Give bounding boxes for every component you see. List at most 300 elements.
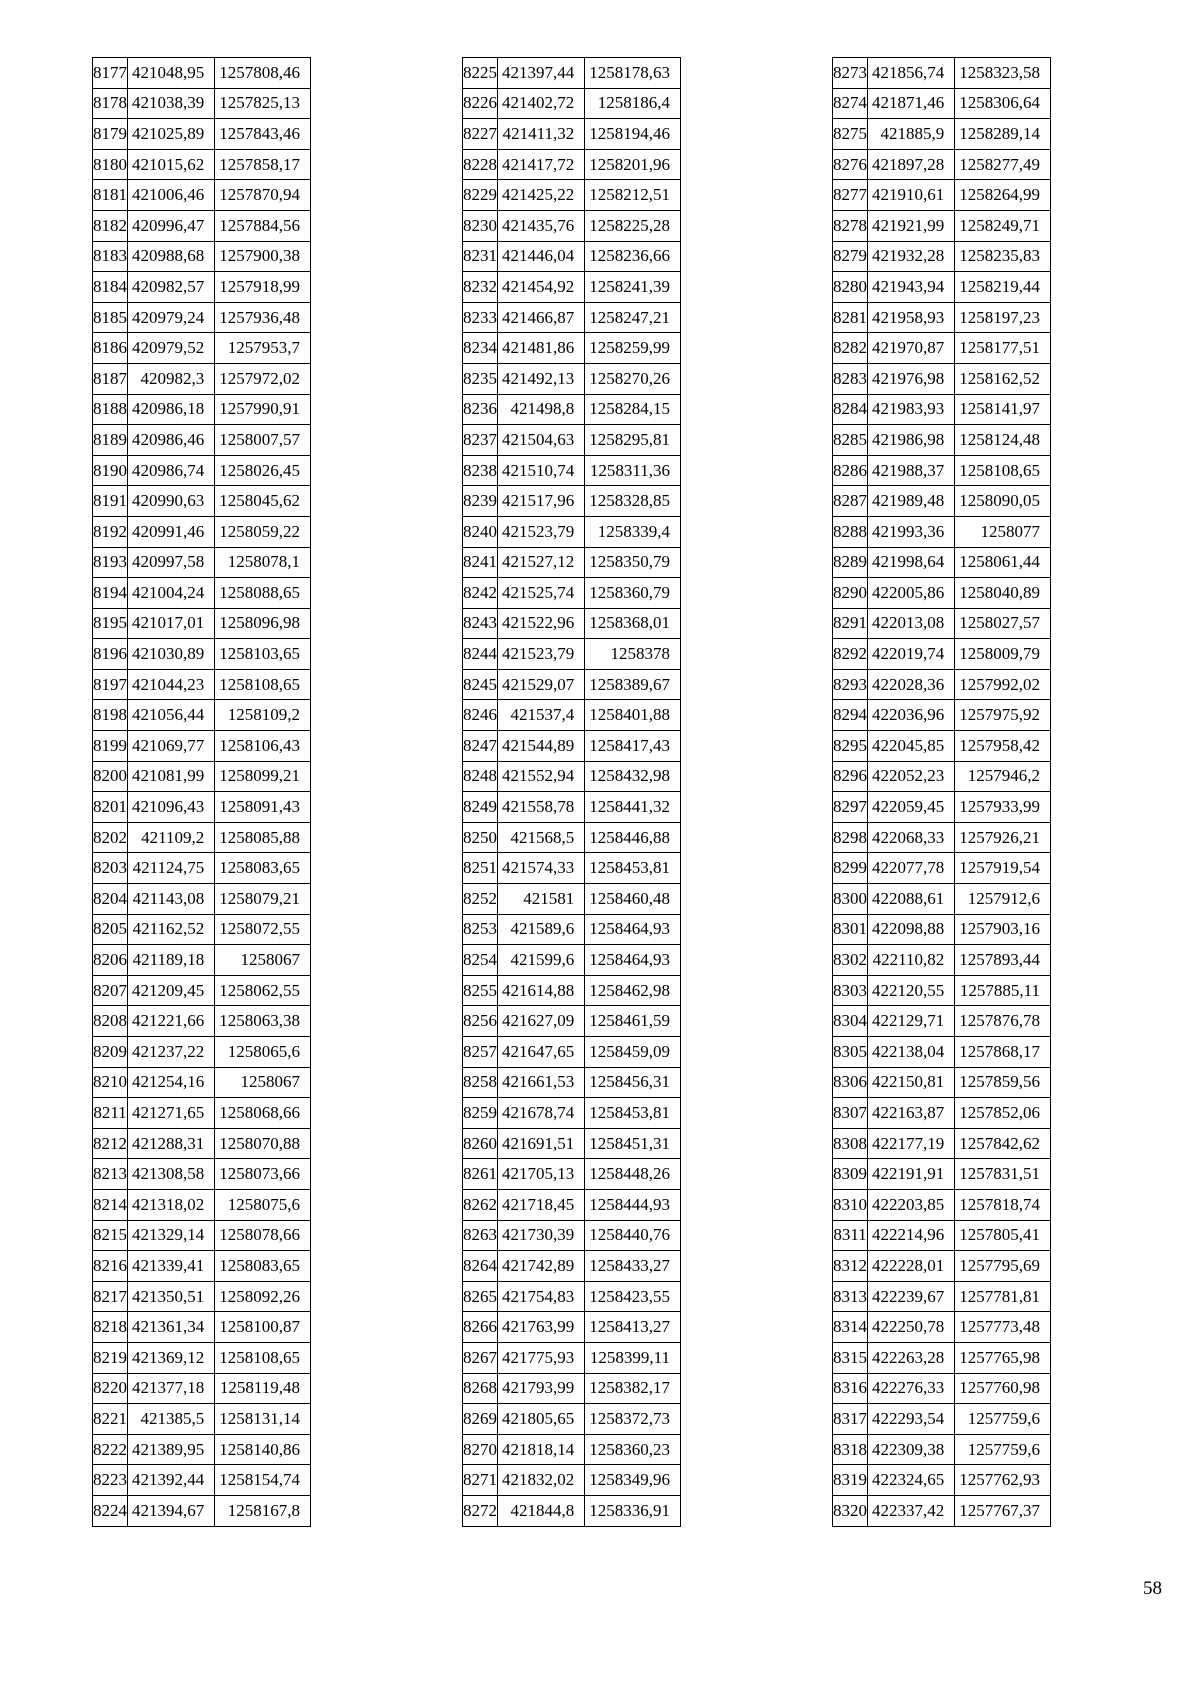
- y-coordinate-cell: 1258249,71: [955, 210, 1051, 241]
- y-coordinate-cell: 1257933,99: [955, 792, 1051, 823]
- point-number-cell: 8251: [463, 853, 498, 884]
- table-row: [463, 1006, 681, 1037]
- table-row: [833, 1342, 1051, 1373]
- point-number-cell: 8238: [463, 455, 498, 486]
- y-coordinate-cell: 1257946,2: [955, 761, 1051, 792]
- x-coordinate-cell: 421730,39: [498, 1220, 585, 1251]
- x-coordinate-cell: 421143,08: [128, 884, 215, 915]
- x-coordinate-cell: 421318,02: [128, 1189, 215, 1220]
- x-coordinate-cell: 421411,32: [498, 119, 585, 150]
- point-number-cell: 8203: [93, 853, 128, 884]
- table-row: [93, 1465, 311, 1496]
- x-coordinate-cell: 422068,33: [868, 822, 955, 853]
- x-coordinate-cell: 421678,74: [498, 1098, 585, 1129]
- point-number-cell: 8295: [833, 731, 868, 762]
- y-coordinate-cell: 1258236,66: [585, 241, 681, 272]
- x-coordinate-cell: 422028,36: [868, 669, 955, 700]
- y-coordinate-cell: 1258065,6: [215, 1037, 311, 1068]
- table-row: [93, 1220, 311, 1251]
- y-coordinate-cell: 1258350,79: [585, 547, 681, 578]
- point-number-cell: 8220: [93, 1373, 128, 1404]
- point-number-cell: 8270: [463, 1434, 498, 1465]
- x-coordinate-cell: 421983,93: [868, 394, 955, 425]
- point-number-cell: 8272: [463, 1495, 498, 1526]
- point-number-cell: 8202: [93, 822, 128, 853]
- y-coordinate-cell: 1258399,11: [585, 1342, 681, 1373]
- x-coordinate-cell: 421910,61: [868, 180, 955, 211]
- y-coordinate-cell: 1258453,81: [585, 853, 681, 884]
- table-row: [463, 1495, 681, 1526]
- table-row: [833, 1465, 1051, 1496]
- x-coordinate-cell: 421986,98: [868, 425, 955, 456]
- y-coordinate-cell: 1258177,51: [955, 333, 1051, 364]
- x-coordinate-cell: 421339,41: [128, 1251, 215, 1282]
- x-coordinate-cell: 421417,72: [498, 149, 585, 180]
- y-coordinate-cell: 1258073,66: [215, 1159, 311, 1190]
- x-coordinate-cell: 422059,45: [868, 792, 955, 823]
- table-row: [93, 1281, 311, 1312]
- point-number-cell: 8319: [833, 1465, 868, 1496]
- point-number-cell: 8310: [833, 1189, 868, 1220]
- x-coordinate-cell: 420991,46: [128, 516, 215, 547]
- point-number-cell: 8265: [463, 1281, 498, 1312]
- point-number-cell: 8247: [463, 731, 498, 762]
- point-number-cell: 8314: [833, 1312, 868, 1343]
- point-number-cell: 8179: [93, 119, 128, 150]
- x-coordinate-cell: 421599,6: [498, 945, 585, 976]
- x-coordinate-cell: 422239,67: [868, 1281, 955, 1312]
- y-coordinate-cell: 1258451,31: [585, 1128, 681, 1159]
- y-coordinate-cell: 1258277,49: [955, 149, 1051, 180]
- x-coordinate-cell: 421647,65: [498, 1037, 585, 1068]
- x-coordinate-cell: 421481,86: [498, 333, 585, 364]
- table-row: [93, 700, 311, 731]
- y-coordinate-cell: 1258212,51: [585, 180, 681, 211]
- y-coordinate-cell: 1258289,14: [955, 119, 1051, 150]
- y-coordinate-cell: 1257900,38: [215, 241, 311, 272]
- x-coordinate-cell: 421522,96: [498, 608, 585, 639]
- point-number-cell: 8301: [833, 914, 868, 945]
- x-coordinate-cell: 421221,66: [128, 1006, 215, 1037]
- point-number-cell: 8183: [93, 241, 128, 272]
- y-coordinate-cell: 1258382,17: [585, 1373, 681, 1404]
- table-row: [463, 455, 681, 486]
- table-row: [93, 1067, 311, 1098]
- table-row: [463, 425, 681, 456]
- y-coordinate-cell: 1258194,46: [585, 119, 681, 150]
- table-row: [833, 884, 1051, 915]
- point-number-cell: 8224: [93, 1495, 128, 1526]
- x-coordinate-cell: 422163,87: [868, 1098, 955, 1129]
- x-coordinate-cell: 421329,14: [128, 1220, 215, 1251]
- table-row: [463, 853, 681, 884]
- x-coordinate-cell: 420982,3: [128, 363, 215, 394]
- table-row: [93, 210, 311, 241]
- x-coordinate-cell: 421537,4: [498, 700, 585, 731]
- point-number-cell: 8195: [93, 608, 128, 639]
- y-coordinate-cell: 1257767,37: [955, 1495, 1051, 1526]
- y-coordinate-cell: 1258079,21: [215, 884, 311, 915]
- point-number-cell: 8232: [463, 272, 498, 303]
- point-number-cell: 8300: [833, 884, 868, 915]
- table-row: [833, 1281, 1051, 1312]
- x-coordinate-cell: 422019,74: [868, 639, 955, 670]
- table-row: [833, 88, 1051, 119]
- table-row: [93, 88, 311, 119]
- point-number-cell: 8218: [93, 1312, 128, 1343]
- x-coordinate-cell: 422138,04: [868, 1037, 955, 1068]
- point-number-cell: 8244: [463, 639, 498, 670]
- y-coordinate-cell: 1257884,56: [215, 210, 311, 241]
- y-coordinate-cell: 1258154,74: [215, 1465, 311, 1496]
- table-row: [833, 1495, 1051, 1526]
- table-row: [833, 1434, 1051, 1465]
- table-row: [463, 1098, 681, 1129]
- y-coordinate-cell: 1257936,48: [215, 302, 311, 333]
- x-coordinate-cell: 421989,48: [868, 486, 955, 517]
- x-coordinate-cell: 421435,76: [498, 210, 585, 241]
- table-row: [833, 1006, 1051, 1037]
- y-coordinate-cell: 1257831,51: [955, 1159, 1051, 1190]
- point-number-cell: 8284: [833, 394, 868, 425]
- x-coordinate-cell: 422293,54: [868, 1404, 955, 1435]
- table-row: [833, 1098, 1051, 1129]
- table-row: [93, 425, 311, 456]
- x-coordinate-cell: 421510,74: [498, 455, 585, 486]
- point-number-cell: 8250: [463, 822, 498, 853]
- x-coordinate-cell: 421069,77: [128, 731, 215, 762]
- point-number-cell: 8277: [833, 180, 868, 211]
- table-row: [93, 792, 311, 823]
- x-coordinate-cell: 422150,81: [868, 1067, 955, 1098]
- table-row: [833, 700, 1051, 731]
- point-number-cell: 8227: [463, 119, 498, 150]
- point-number-cell: 8254: [463, 945, 498, 976]
- x-coordinate-cell: 421288,31: [128, 1128, 215, 1159]
- y-coordinate-cell: 1257759,6: [955, 1404, 1051, 1435]
- x-coordinate-cell: 421025,89: [128, 119, 215, 150]
- y-coordinate-cell: 1257893,44: [955, 945, 1051, 976]
- table-row: [93, 394, 311, 425]
- y-coordinate-cell: 1258009,79: [955, 639, 1051, 670]
- table-row: [93, 1128, 311, 1159]
- point-number-cell: 8316: [833, 1373, 868, 1404]
- y-coordinate-cell: 1258311,36: [585, 455, 681, 486]
- x-coordinate-cell: 421504,63: [498, 425, 585, 456]
- x-coordinate-cell: 422052,23: [868, 761, 955, 792]
- y-coordinate-cell: 1258178,63: [585, 58, 681, 89]
- y-coordinate-cell: 1258464,93: [585, 945, 681, 976]
- point-number-cell: 8283: [833, 363, 868, 394]
- y-coordinate-cell: 1258027,57: [955, 608, 1051, 639]
- point-number-cell: 8199: [93, 731, 128, 762]
- x-coordinate-cell: 421793,99: [498, 1373, 585, 1404]
- x-coordinate-cell: 422177,19: [868, 1128, 955, 1159]
- y-coordinate-cell: 1258106,43: [215, 731, 311, 762]
- point-number-cell: 8289: [833, 547, 868, 578]
- table-row: [93, 119, 311, 150]
- point-number-cell: 8271: [463, 1465, 498, 1496]
- point-number-cell: 8237: [463, 425, 498, 456]
- y-coordinate-cell: 1258068,66: [215, 1098, 311, 1129]
- table-row: [833, 272, 1051, 303]
- point-number-cell: 8267: [463, 1342, 498, 1373]
- table-row: [93, 1006, 311, 1037]
- point-number-cell: 8290: [833, 578, 868, 609]
- x-coordinate-cell: 420988,68: [128, 241, 215, 272]
- point-number-cell: 8204: [93, 884, 128, 915]
- x-coordinate-cell: 420990,63: [128, 486, 215, 517]
- point-number-cell: 8292: [833, 639, 868, 670]
- table-row: [463, 394, 681, 425]
- point-number-cell: 8246: [463, 700, 498, 731]
- table-row: [833, 394, 1051, 425]
- y-coordinate-cell: 1257858,17: [215, 149, 311, 180]
- point-number-cell: 8259: [463, 1098, 498, 1129]
- table-row: [833, 425, 1051, 456]
- x-coordinate-cell: 422324,65: [868, 1465, 955, 1496]
- y-coordinate-cell: 1258459,09: [585, 1037, 681, 1068]
- table-row: [93, 1098, 311, 1129]
- y-coordinate-cell: 1257843,46: [215, 119, 311, 150]
- x-coordinate-cell: 420982,57: [128, 272, 215, 303]
- point-number-cell: 8212: [93, 1128, 128, 1159]
- y-coordinate-cell: 1258162,52: [955, 363, 1051, 394]
- point-number-cell: 8263: [463, 1220, 498, 1251]
- table-row: [463, 1434, 681, 1465]
- point-number-cell: 8293: [833, 669, 868, 700]
- y-coordinate-cell: 1258368,01: [585, 608, 681, 639]
- point-number-cell: 8311: [833, 1220, 868, 1251]
- point-number-cell: 8197: [93, 669, 128, 700]
- point-number-cell: 8285: [833, 425, 868, 456]
- table-row: [93, 486, 311, 517]
- x-coordinate-cell: 421527,12: [498, 547, 585, 578]
- point-number-cell: 8291: [833, 608, 868, 639]
- x-coordinate-cell: 421394,67: [128, 1495, 215, 1526]
- table-row: [463, 639, 681, 670]
- x-coordinate-cell: 420986,18: [128, 394, 215, 425]
- y-coordinate-cell: 1258323,58: [955, 58, 1051, 89]
- x-coordinate-cell: 421832,02: [498, 1465, 585, 1496]
- x-coordinate-cell: 421754,83: [498, 1281, 585, 1312]
- table-row: [93, 669, 311, 700]
- table-row: [463, 180, 681, 211]
- point-number-cell: 8260: [463, 1128, 498, 1159]
- table-row: [93, 302, 311, 333]
- point-number-cell: 8226: [463, 88, 498, 119]
- table-row: [463, 486, 681, 517]
- x-coordinate-cell: 421552,94: [498, 761, 585, 792]
- x-coordinate-cell: 421048,95: [128, 58, 215, 89]
- x-coordinate-cell: 421523,79: [498, 639, 585, 670]
- point-number-cell: 8198: [93, 700, 128, 731]
- x-coordinate-cell: 420979,24: [128, 302, 215, 333]
- point-number-cell: 8186: [93, 333, 128, 364]
- y-coordinate-cell: 1257760,98: [955, 1373, 1051, 1404]
- table-row: [463, 945, 681, 976]
- x-coordinate-cell: 421818,14: [498, 1434, 585, 1465]
- point-number-cell: 8302: [833, 945, 868, 976]
- y-coordinate-cell: 1257992,02: [955, 669, 1051, 700]
- point-number-cell: 8196: [93, 639, 128, 670]
- x-coordinate-cell: 421254,16: [128, 1067, 215, 1098]
- point-number-cell: 8213: [93, 1159, 128, 1190]
- y-coordinate-cell: 1257808,46: [215, 58, 311, 89]
- x-coordinate-cell: 421932,28: [868, 241, 955, 272]
- table-row: [93, 731, 311, 762]
- table-row: [93, 608, 311, 639]
- x-coordinate-cell: 422309,38: [868, 1434, 955, 1465]
- point-number-cell: 8223: [93, 1465, 128, 1496]
- table-row: [93, 975, 311, 1006]
- table-row: [833, 333, 1051, 364]
- point-number-cell: 8180: [93, 149, 128, 180]
- point-number-cell: 8261: [463, 1159, 498, 1190]
- x-coordinate-cell: 422005,86: [868, 578, 955, 609]
- table-row: [833, 1312, 1051, 1343]
- point-number-cell: 8286: [833, 455, 868, 486]
- x-coordinate-cell: 421454,92: [498, 272, 585, 303]
- table-row: [463, 822, 681, 853]
- table-row: [463, 914, 681, 945]
- y-coordinate-cell: 1258372,73: [585, 1404, 681, 1435]
- x-coordinate-cell: 421237,22: [128, 1037, 215, 1068]
- y-coordinate-cell: 1258108,65: [215, 669, 311, 700]
- y-coordinate-cell: 1258040,89: [955, 578, 1051, 609]
- x-coordinate-cell: 422263,28: [868, 1342, 955, 1373]
- x-coordinate-cell: 421523,79: [498, 516, 585, 547]
- x-coordinate-cell: 421718,45: [498, 1189, 585, 1220]
- x-coordinate-cell: 421038,39: [128, 88, 215, 119]
- x-coordinate-cell: 420986,46: [128, 425, 215, 456]
- point-number-cell: 8205: [93, 914, 128, 945]
- y-coordinate-cell: 1258423,55: [585, 1281, 681, 1312]
- point-number-cell: 8178: [93, 88, 128, 119]
- x-coordinate-cell: 421006,46: [128, 180, 215, 211]
- x-coordinate-cell: 421377,18: [128, 1373, 215, 1404]
- table-row: [463, 761, 681, 792]
- point-number-cell: 8200: [93, 761, 128, 792]
- y-coordinate-cell: 1258328,85: [585, 486, 681, 517]
- y-coordinate-cell: 1258070,88: [215, 1128, 311, 1159]
- x-coordinate-cell: 421529,07: [498, 669, 585, 700]
- table-row: [93, 547, 311, 578]
- x-coordinate-cell: 421705,13: [498, 1159, 585, 1190]
- y-coordinate-cell: 1258083,65: [215, 1251, 311, 1282]
- y-coordinate-cell: 1258417,43: [585, 731, 681, 762]
- x-coordinate-cell: 421498,8: [498, 394, 585, 425]
- point-number-cell: 8258: [463, 1067, 498, 1098]
- y-coordinate-cell: 1258349,96: [585, 1465, 681, 1496]
- table-row: [93, 914, 311, 945]
- point-number-cell: 8189: [93, 425, 128, 456]
- point-number-cell: 8306: [833, 1067, 868, 1098]
- point-number-cell: 8235: [463, 363, 498, 394]
- table-row: [463, 608, 681, 639]
- x-coordinate-cell: 421369,12: [128, 1342, 215, 1373]
- x-coordinate-cell: 421361,34: [128, 1312, 215, 1343]
- table-row: [833, 119, 1051, 150]
- y-coordinate-cell: 1258270,26: [585, 363, 681, 394]
- y-coordinate-cell: 1258360,23: [585, 1434, 681, 1465]
- y-coordinate-cell: 1258100,87: [215, 1312, 311, 1343]
- point-number-cell: 8210: [93, 1067, 128, 1098]
- point-number-cell: 8216: [93, 1251, 128, 1282]
- table-row: [463, 1465, 681, 1496]
- table-row: [463, 58, 681, 89]
- x-coordinate-cell: 421661,53: [498, 1067, 585, 1098]
- table-row: [93, 578, 311, 609]
- table-row: [93, 1404, 311, 1435]
- table-row: [833, 669, 1051, 700]
- point-number-cell: 8241: [463, 547, 498, 578]
- x-coordinate-cell: 421209,45: [128, 975, 215, 1006]
- y-coordinate-cell: 1257926,21: [955, 822, 1051, 853]
- x-coordinate-cell: 422276,33: [868, 1373, 955, 1404]
- y-coordinate-cell: 1258336,91: [585, 1495, 681, 1526]
- point-number-cell: 8276: [833, 149, 868, 180]
- point-number-cell: 8177: [93, 58, 128, 89]
- point-number-cell: 8207: [93, 975, 128, 1006]
- x-coordinate-cell: 421446,04: [498, 241, 585, 272]
- table-row: [833, 1220, 1051, 1251]
- x-coordinate-cell: 421081,99: [128, 761, 215, 792]
- y-coordinate-cell: 1258007,57: [215, 425, 311, 456]
- table-row: [463, 578, 681, 609]
- x-coordinate-cell: 420979,52: [128, 333, 215, 364]
- x-coordinate-cell: 421466,87: [498, 302, 585, 333]
- x-coordinate-cell: 421402,72: [498, 88, 585, 119]
- table-row: [93, 945, 311, 976]
- x-coordinate-cell: 421392,44: [128, 1465, 215, 1496]
- point-number-cell: 8288: [833, 516, 868, 547]
- table-row: [463, 731, 681, 762]
- y-coordinate-cell: 1257975,92: [955, 700, 1051, 731]
- y-coordinate-cell: 1258197,23: [955, 302, 1051, 333]
- point-number-cell: 8194: [93, 578, 128, 609]
- x-coordinate-cell: 422250,78: [868, 1312, 955, 1343]
- point-number-cell: 8221: [93, 1404, 128, 1435]
- point-number-cell: 8317: [833, 1404, 868, 1435]
- table-row: [93, 1495, 311, 1526]
- x-coordinate-cell: 421970,87: [868, 333, 955, 364]
- y-coordinate-cell: 1257958,42: [955, 731, 1051, 762]
- table-row: [93, 1251, 311, 1282]
- y-coordinate-cell: 1257868,17: [955, 1037, 1051, 1068]
- x-coordinate-cell: 421271,65: [128, 1098, 215, 1129]
- table-row: [93, 180, 311, 211]
- point-number-cell: 8303: [833, 975, 868, 1006]
- table-row: [833, 149, 1051, 180]
- point-number-cell: 8225: [463, 58, 498, 89]
- point-number-cell: 8236: [463, 394, 498, 425]
- table-row: [463, 333, 681, 364]
- point-number-cell: 8245: [463, 669, 498, 700]
- x-coordinate-cell: 422228,01: [868, 1251, 955, 1282]
- point-number-cell: 8305: [833, 1037, 868, 1068]
- y-coordinate-cell: 1258264,99: [955, 180, 1051, 211]
- y-coordinate-cell: 1258446,88: [585, 822, 681, 853]
- y-coordinate-cell: 1258295,81: [585, 425, 681, 456]
- point-number-cell: 8262: [463, 1189, 498, 1220]
- x-coordinate-cell: 421044,23: [128, 669, 215, 700]
- point-number-cell: 8307: [833, 1098, 868, 1129]
- y-coordinate-cell: 1257903,16: [955, 914, 1051, 945]
- y-coordinate-cell: 1257919,54: [955, 853, 1051, 884]
- point-number-cell: 8315: [833, 1342, 868, 1373]
- table-row: [463, 363, 681, 394]
